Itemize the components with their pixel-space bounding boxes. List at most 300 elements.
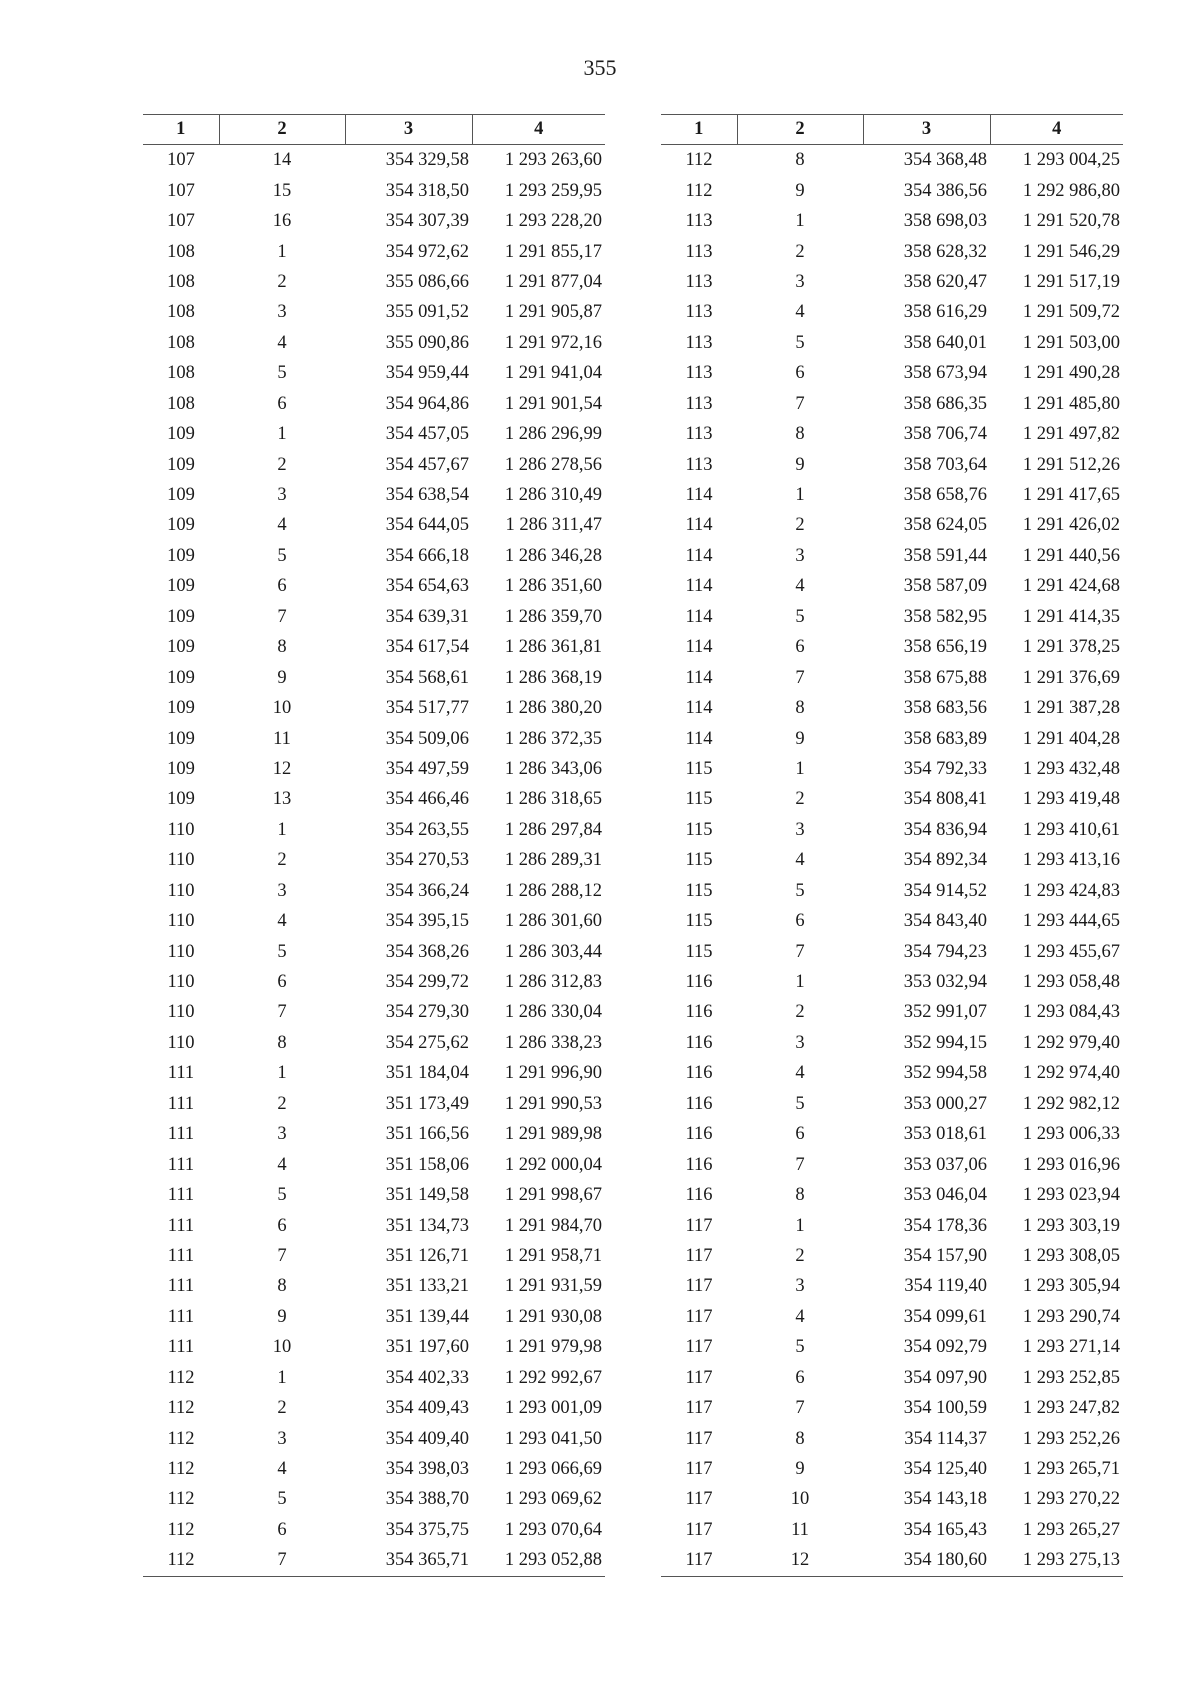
coordinate-y-cell: 1 286 312,83 bbox=[504, 972, 602, 993]
point-number-cell: 7 bbox=[219, 1545, 345, 1576]
point-number-cell: 9 bbox=[795, 180, 805, 201]
point-number-cell: 1 bbox=[277, 819, 287, 840]
table-body-right bbox=[661, 145, 1123, 1577]
point-number-cell: 4 bbox=[795, 850, 805, 871]
coordinate-x-cell: 358 675,88 bbox=[903, 667, 987, 688]
object-number-cell: 114 bbox=[685, 728, 713, 749]
point-number-cell: 6 bbox=[277, 576, 287, 597]
point-number-cell: 1 bbox=[795, 1215, 805, 1236]
table-row bbox=[143, 1241, 605, 1271]
point-number-cell: 4 bbox=[277, 911, 287, 932]
point-number-cell: 5 bbox=[277, 1185, 287, 1206]
coordinate-x-cell: 354 270,53 bbox=[385, 850, 469, 871]
table-row bbox=[143, 936, 605, 966]
point-number-cell: 16 bbox=[272, 211, 292, 232]
coordinate-y-cell: 1 291 376,69 bbox=[1022, 667, 1120, 688]
column-header-3: 3 bbox=[863, 115, 990, 145]
point-number-cell: 9 bbox=[795, 728, 805, 749]
coordinate-y-cell: 1 293 305,94 bbox=[1022, 1276, 1120, 1297]
object-number-cell: 116 bbox=[685, 1032, 713, 1053]
object-number-cell: 113 bbox=[685, 332, 713, 353]
table-row bbox=[661, 328, 1123, 358]
object-number-cell: 111 bbox=[167, 1245, 195, 1266]
table-row bbox=[661, 267, 1123, 297]
coordinate-y-cell: 1 286 297,84 bbox=[504, 819, 602, 840]
coordinate-x-cell: 354 395,15 bbox=[385, 911, 469, 932]
coordinate-y-cell: 1 293 424,83 bbox=[1022, 880, 1120, 901]
coordinate-x-cell: 354 644,05 bbox=[385, 515, 469, 536]
table-row bbox=[143, 815, 605, 845]
coordinate-x-cell: 354 638,54 bbox=[385, 485, 469, 506]
point-number-cell: 1 bbox=[277, 1063, 287, 1084]
object-number-cell: 116 bbox=[685, 1154, 713, 1175]
coordinate-y-cell: 1 291 905,87 bbox=[504, 302, 602, 323]
point-number-cell: 1 bbox=[795, 211, 805, 232]
table-row bbox=[661, 1515, 1123, 1545]
point-number-cell: 5 bbox=[277, 363, 287, 384]
coordinate-y-cell: 1 291 414,35 bbox=[1022, 606, 1120, 627]
point-number-cell: 14 bbox=[272, 150, 292, 171]
table-row bbox=[661, 541, 1123, 571]
point-number-cell: 5 bbox=[795, 1337, 805, 1358]
point-number-cell: 7 bbox=[795, 667, 805, 688]
table-row bbox=[661, 754, 1123, 784]
coordinate-y-cell: 1 286 372,35 bbox=[504, 728, 602, 749]
coordinate-x-cell: 354 097,90 bbox=[903, 1367, 987, 1388]
object-number-cell: 113 bbox=[685, 302, 713, 323]
object-number-cell: 116 bbox=[685, 1002, 713, 1023]
coordinate-x-cell: 351 184,04 bbox=[385, 1063, 469, 1084]
table-row bbox=[143, 236, 605, 266]
coordinate-x-cell: 351 166,56 bbox=[385, 1124, 469, 1145]
coordinate-x-cell: 354 794,23 bbox=[903, 941, 987, 962]
coordinate-y-cell: 1 286 346,28 bbox=[504, 545, 602, 566]
coordinate-y-cell: 1 291 520,78 bbox=[1022, 211, 1120, 232]
point-number-cell: 2 bbox=[795, 1002, 805, 1023]
coordinate-y-cell: 1 286 338,23 bbox=[504, 1032, 602, 1053]
point-number-cell: 13 bbox=[272, 789, 292, 810]
coordinate-y-cell: 1 291 972,16 bbox=[504, 332, 602, 353]
object-number-cell: 110 bbox=[167, 1032, 195, 1053]
coordinate-y-cell: 1 293 410,61 bbox=[1022, 819, 1120, 840]
object-number-cell: 108 bbox=[167, 241, 195, 262]
coordinate-y-cell: 1 293 070,64 bbox=[504, 1519, 602, 1540]
table-row bbox=[143, 1363, 605, 1393]
coordinate-y-cell: 1 293 308,05 bbox=[1022, 1245, 1120, 1266]
coordinate-y-cell: 1 293 247,82 bbox=[1022, 1398, 1120, 1419]
object-number-cell: 114 bbox=[685, 545, 713, 566]
object-number-cell: 108 bbox=[167, 332, 195, 353]
table-row bbox=[661, 1332, 1123, 1362]
coordinate-y-cell: 1 293 058,48 bbox=[1022, 972, 1120, 993]
point-number-cell: 6 bbox=[795, 363, 805, 384]
table-row bbox=[143, 1302, 605, 1332]
coordinate-x-cell: 354 368,26 bbox=[385, 941, 469, 962]
point-number-cell: 9 bbox=[795, 454, 805, 475]
coordinate-y-cell: 1 292 992,67 bbox=[504, 1367, 602, 1388]
table-row bbox=[661, 510, 1123, 540]
object-number-cell: 117 bbox=[685, 1428, 713, 1449]
coordinate-y-cell: 1 291 996,90 bbox=[504, 1063, 602, 1084]
table-row bbox=[143, 175, 605, 205]
coordinate-y-cell: 1 293 455,67 bbox=[1022, 941, 1120, 962]
point-number-cell: 8 bbox=[277, 637, 287, 658]
coordinate-x-cell: 354 368,48 bbox=[903, 150, 987, 171]
coordinate-x-cell: 354 279,30 bbox=[385, 1002, 469, 1023]
table-row bbox=[661, 906, 1123, 936]
point-number-cell: 12 bbox=[272, 758, 292, 779]
object-number-cell: 109 bbox=[167, 576, 195, 597]
object-number-cell: 109 bbox=[167, 728, 195, 749]
table-row bbox=[661, 1454, 1123, 1484]
coordinate-x-cell: 358 640,01 bbox=[903, 332, 987, 353]
coordinate-x-cell: 354 157,90 bbox=[903, 1245, 987, 1266]
table-row bbox=[661, 967, 1123, 997]
object-number-cell: 115 bbox=[685, 819, 713, 840]
coordinate-x-cell: 351 158,06 bbox=[385, 1154, 469, 1175]
object-number-cell: 108 bbox=[167, 393, 195, 414]
point-number-cell: 4 bbox=[795, 1306, 805, 1327]
object-number-cell: 112 bbox=[143, 1545, 219, 1576]
object-number-cell: 117 bbox=[685, 1519, 713, 1540]
coordinate-x-cell: 354 914,52 bbox=[903, 880, 987, 901]
table-row bbox=[143, 419, 605, 449]
table-row bbox=[143, 1332, 605, 1362]
object-number-cell: 111 bbox=[167, 1276, 195, 1297]
table-row bbox=[143, 876, 605, 906]
object-number-cell: 111 bbox=[167, 1093, 195, 1114]
object-number-cell: 114 bbox=[685, 606, 713, 627]
table-row bbox=[661, 480, 1123, 510]
object-number-cell: 113 bbox=[685, 393, 713, 414]
coordinate-y-cell: 1 286 288,12 bbox=[504, 880, 602, 901]
coordinate-x-cell: 353 032,94 bbox=[903, 972, 987, 993]
object-number-cell: 113 bbox=[685, 271, 713, 292]
object-number-cell: 117 bbox=[685, 1276, 713, 1297]
point-number-cell: 4 bbox=[277, 332, 287, 353]
object-number-cell: 116 bbox=[685, 1093, 713, 1114]
object-number-cell: 112 bbox=[167, 1519, 195, 1540]
coordinate-y-cell: 1 291 490,28 bbox=[1022, 363, 1120, 384]
coordinate-x-cell: 354 457,05 bbox=[385, 424, 469, 445]
coordinate-y-cell: 1 286 303,44 bbox=[504, 941, 602, 962]
point-number-cell: 5 bbox=[277, 941, 287, 962]
object-number-cell: 115 bbox=[685, 758, 713, 779]
point-number-cell: 2 bbox=[795, 789, 805, 810]
table-row bbox=[661, 1484, 1123, 1514]
coordinate-x-cell: 354 165,43 bbox=[903, 1519, 987, 1540]
table-row bbox=[661, 723, 1123, 753]
point-number-cell: 9 bbox=[795, 1459, 805, 1480]
coordinate-y-cell: 1 291 404,28 bbox=[1022, 728, 1120, 749]
table-row bbox=[143, 1515, 605, 1545]
coordinate-y-cell: 1 293 259,95 bbox=[504, 180, 602, 201]
object-number-cell: 117 bbox=[685, 1337, 713, 1358]
point-number-cell: 7 bbox=[277, 1002, 287, 1023]
coordinate-y-cell: 1 291 855,17 bbox=[504, 241, 602, 262]
point-number-cell: 7 bbox=[795, 393, 805, 414]
point-number-cell: 11 bbox=[273, 728, 291, 749]
coordinate-x-cell: 354 959,44 bbox=[385, 363, 469, 384]
object-number-cell: 110 bbox=[167, 972, 195, 993]
table-row bbox=[661, 358, 1123, 388]
table-row bbox=[143, 145, 605, 176]
object-number-cell: 110 bbox=[167, 819, 195, 840]
point-number-cell: 9 bbox=[277, 667, 287, 688]
coordinate-y-cell: 1 293 252,26 bbox=[1022, 1428, 1120, 1449]
point-number-cell: 7 bbox=[795, 1154, 805, 1175]
point-number-cell: 6 bbox=[277, 1215, 287, 1236]
point-number-cell: 2 bbox=[277, 1093, 287, 1114]
point-number-cell: 6 bbox=[277, 1519, 287, 1540]
coordinate-x-cell: 355 090,86 bbox=[385, 332, 469, 353]
point-number-cell: 2 bbox=[795, 1245, 805, 1266]
table-row bbox=[143, 389, 605, 419]
coordinate-x-cell: 351 133,21 bbox=[385, 1276, 469, 1297]
coordinate-y-cell: 1 286 301,60 bbox=[504, 911, 602, 932]
point-number-cell: 8 bbox=[795, 698, 805, 719]
coordinate-y-cell: 1 293 066,69 bbox=[504, 1459, 602, 1480]
point-number-cell: 5 bbox=[795, 606, 805, 627]
coordinate-x-cell: 351 139,44 bbox=[385, 1306, 469, 1327]
coordinate-x-cell: 354 119,40 bbox=[904, 1276, 987, 1297]
point-number-cell: 12 bbox=[737, 1545, 863, 1576]
table-row bbox=[143, 1454, 605, 1484]
coordinate-y-cell: 1 291 877,04 bbox=[504, 271, 602, 292]
coordinate-x-cell: 354 402,33 bbox=[385, 1367, 469, 1388]
point-number-cell: 2 bbox=[277, 1398, 287, 1419]
coordinate-x-cell: 352 991,07 bbox=[903, 1002, 987, 1023]
object-number-cell: 108 bbox=[167, 271, 195, 292]
column-header-2: 2 bbox=[737, 115, 863, 145]
table-row bbox=[661, 1089, 1123, 1119]
coordinate-x-cell: 353 018,61 bbox=[903, 1124, 987, 1145]
table-row bbox=[143, 784, 605, 814]
table-row bbox=[661, 1271, 1123, 1301]
coordinate-x-cell: 354 808,41 bbox=[903, 789, 987, 810]
object-number-cell: 108 bbox=[167, 302, 195, 323]
coordinate-x-cell: 354 509,06 bbox=[385, 728, 469, 749]
table-row bbox=[661, 1241, 1123, 1271]
coordinate-y-cell: 1 291 497,82 bbox=[1022, 424, 1120, 445]
point-number-cell: 7 bbox=[277, 606, 287, 627]
coordinate-x-cell: 358 706,74 bbox=[903, 424, 987, 445]
table-row bbox=[143, 1271, 605, 1301]
table-row bbox=[661, 175, 1123, 205]
object-number-cell: 110 bbox=[167, 880, 195, 901]
table-row bbox=[143, 1393, 605, 1423]
point-number-cell: 6 bbox=[795, 1124, 805, 1145]
table-row bbox=[661, 936, 1123, 966]
coordinate-x-cell: 354 275,62 bbox=[385, 1032, 469, 1053]
point-number-cell: 4 bbox=[277, 1459, 287, 1480]
coordinate-x-cell: 354 143,18 bbox=[903, 1489, 987, 1510]
table-row bbox=[143, 1028, 605, 1058]
coordinate-y-cell: 1 293 444,65 bbox=[1022, 911, 1120, 932]
table-row bbox=[143, 571, 605, 601]
coordinate-y-cell: 1 291 930,08 bbox=[504, 1306, 602, 1327]
coordinate-x-cell: 354 409,40 bbox=[385, 1428, 469, 1449]
table-row bbox=[143, 1423, 605, 1453]
coordinate-x-cell: 358 628,32 bbox=[903, 241, 987, 262]
point-number-cell: 2 bbox=[277, 271, 287, 292]
object-number-cell: 114 bbox=[685, 698, 713, 719]
table-row bbox=[661, 1119, 1123, 1149]
table-row bbox=[143, 845, 605, 875]
object-number-cell: 109 bbox=[167, 515, 195, 536]
table-row bbox=[661, 571, 1123, 601]
coordinate-y-cell: 1 293 252,85 bbox=[1022, 1367, 1120, 1388]
table-row bbox=[661, 1180, 1123, 1210]
object-number-cell: 107 bbox=[167, 180, 195, 201]
point-number-cell: 4 bbox=[795, 576, 805, 597]
point-number-cell: 2 bbox=[277, 454, 287, 475]
table-row bbox=[143, 723, 605, 753]
table-row bbox=[143, 1180, 605, 1210]
object-number-cell: 116 bbox=[685, 1124, 713, 1145]
coordinate-x-cell: 354 366,24 bbox=[385, 880, 469, 901]
coordinate-y-cell: 1 291 417,65 bbox=[1022, 485, 1120, 506]
object-number-cell: 114 bbox=[685, 515, 713, 536]
object-number-cell: 112 bbox=[167, 1367, 195, 1388]
coordinate-x-cell: 355 086,66 bbox=[385, 271, 469, 292]
coordinate-x-cell: 351 126,71 bbox=[385, 1245, 469, 1266]
point-number-cell: 8 bbox=[795, 1428, 805, 1449]
coordinate-y-cell: 1 291 958,71 bbox=[504, 1245, 602, 1266]
object-number-cell: 112 bbox=[167, 1398, 195, 1419]
coordinate-y-cell: 1 291 979,98 bbox=[504, 1337, 602, 1358]
table-row bbox=[143, 693, 605, 723]
coordinate-y-cell: 1 293 016,96 bbox=[1022, 1154, 1120, 1175]
table-row bbox=[661, 1393, 1123, 1423]
point-number-cell: 6 bbox=[795, 637, 805, 658]
object-number-cell: 111 bbox=[167, 1215, 195, 1236]
table-row bbox=[143, 662, 605, 692]
coordinate-y-cell: 1 293 001,09 bbox=[504, 1398, 602, 1419]
coordinate-y-cell: 1 293 069,62 bbox=[504, 1489, 602, 1510]
coordinate-y-cell: 1 291 512,26 bbox=[1022, 454, 1120, 475]
point-number-cell: 6 bbox=[795, 1367, 805, 1388]
column-header-1: 1 bbox=[661, 115, 737, 145]
point-number-cell: 2 bbox=[795, 515, 805, 536]
point-number-cell: 3 bbox=[795, 271, 805, 292]
coordinate-y-cell: 1 292 986,80 bbox=[1022, 180, 1120, 201]
coordinate-x-cell: 358 587,09 bbox=[903, 576, 987, 597]
coordinate-y-cell: 1 286 380,20 bbox=[504, 698, 602, 719]
coordinate-x-cell: 353 046,04 bbox=[903, 1185, 987, 1206]
object-number-cell: 111 bbox=[167, 1124, 195, 1145]
coordinate-x-cell: 358 683,56 bbox=[903, 698, 987, 719]
coordinate-y-cell: 1 292 979,40 bbox=[1022, 1032, 1120, 1053]
coordinate-x-cell: 358 656,19 bbox=[903, 637, 987, 658]
table-row bbox=[143, 1210, 605, 1240]
point-number-cell: 5 bbox=[277, 545, 287, 566]
object-number-cell: 117 bbox=[661, 1545, 737, 1576]
coordinate-x-cell: 354 386,56 bbox=[903, 180, 987, 201]
coordinate-y-cell: 1 293 290,74 bbox=[1022, 1306, 1120, 1327]
coordinate-x-cell: 354 092,79 bbox=[903, 1337, 987, 1358]
object-number-cell: 117 bbox=[685, 1215, 713, 1236]
table-row bbox=[661, 1363, 1123, 1393]
coordinate-x-cell: 354 318,50 bbox=[385, 180, 469, 201]
coordinate-y-cell: 1 291 984,70 bbox=[504, 1215, 602, 1236]
point-number-cell: 6 bbox=[277, 393, 287, 414]
coordinate-x-cell: 354 375,75 bbox=[385, 1519, 469, 1540]
coordinate-x-cell: 358 616,29 bbox=[903, 302, 987, 323]
point-number-cell: 11 bbox=[791, 1519, 809, 1540]
point-number-cell: 3 bbox=[795, 1276, 805, 1297]
coordinate-x-cell: 353 037,06 bbox=[903, 1154, 987, 1175]
table-row bbox=[661, 1058, 1123, 1088]
point-number-cell: 15 bbox=[272, 180, 292, 201]
coordinate-x-cell: 353 000,27 bbox=[903, 1093, 987, 1114]
point-number-cell: 10 bbox=[272, 1337, 292, 1358]
object-number-cell: 109 bbox=[167, 485, 195, 506]
object-number-cell: 107 bbox=[167, 211, 195, 232]
coordinate-x-cell: 354 497,59 bbox=[385, 758, 469, 779]
table-header-row bbox=[661, 115, 1123, 145]
coordinate-y-cell: 1 291 989,98 bbox=[504, 1124, 602, 1145]
table-row bbox=[143, 328, 605, 358]
point-number-cell: 1 bbox=[277, 424, 287, 445]
table-row bbox=[143, 602, 605, 632]
object-number-cell: 110 bbox=[167, 941, 195, 962]
table-row bbox=[143, 449, 605, 479]
coordinate-x-cell: 354 329,58 bbox=[385, 150, 469, 171]
table-row bbox=[143, 906, 605, 936]
table-row bbox=[143, 1149, 605, 1179]
object-number-cell: 109 bbox=[167, 789, 195, 810]
coordinate-x-cell: 358 620,47 bbox=[903, 271, 987, 292]
object-number-cell: 112 bbox=[685, 150, 713, 171]
table-body-left bbox=[143, 145, 605, 1577]
table-row bbox=[661, 632, 1123, 662]
coordinate-y-cell: 1 291 546,29 bbox=[1022, 241, 1120, 262]
coordinate-x-cell: 354 964,86 bbox=[385, 393, 469, 414]
coordinate-x-cell: 354 654,63 bbox=[385, 576, 469, 597]
object-number-cell: 114 bbox=[685, 667, 713, 688]
coordinate-x-cell: 358 582,95 bbox=[903, 606, 987, 627]
table-row bbox=[143, 541, 605, 571]
table-row bbox=[661, 1423, 1123, 1453]
object-number-cell: 113 bbox=[685, 363, 713, 384]
table-row bbox=[661, 693, 1123, 723]
table-row bbox=[143, 297, 605, 327]
coordinate-y-cell: 1 291 901,54 bbox=[504, 393, 602, 414]
coordinate-y-cell: 1 291 517,19 bbox=[1022, 271, 1120, 292]
object-number-cell: 115 bbox=[685, 911, 713, 932]
table-header-row bbox=[143, 115, 605, 145]
table-row bbox=[661, 815, 1123, 845]
coordinate-x-cell: 351 134,73 bbox=[385, 1215, 469, 1236]
point-number-cell: 1 bbox=[277, 1367, 287, 1388]
coordinate-x-cell: 358 673,94 bbox=[903, 363, 987, 384]
coordinate-y-cell: 1 293 271,14 bbox=[1022, 1337, 1120, 1358]
table-row bbox=[661, 1210, 1123, 1240]
point-number-cell: 10 bbox=[272, 698, 292, 719]
column-header-3: 3 bbox=[345, 115, 472, 145]
point-number-cell: 3 bbox=[795, 545, 805, 566]
coordinate-y-cell: 1 293 041,50 bbox=[504, 1428, 602, 1449]
table-row bbox=[143, 967, 605, 997]
coordinate-y-cell: 1 286 368,19 bbox=[504, 667, 602, 688]
coordinate-x-cell: 358 703,64 bbox=[903, 454, 987, 475]
coordinate-x-cell: 354 457,67 bbox=[385, 454, 469, 475]
coordinate-y-cell: 1 293 413,16 bbox=[1022, 850, 1120, 871]
point-number-cell: 8 bbox=[795, 1185, 805, 1206]
coordinate-y-cell: 1 293 419,48 bbox=[1022, 789, 1120, 810]
table-row bbox=[661, 449, 1123, 479]
